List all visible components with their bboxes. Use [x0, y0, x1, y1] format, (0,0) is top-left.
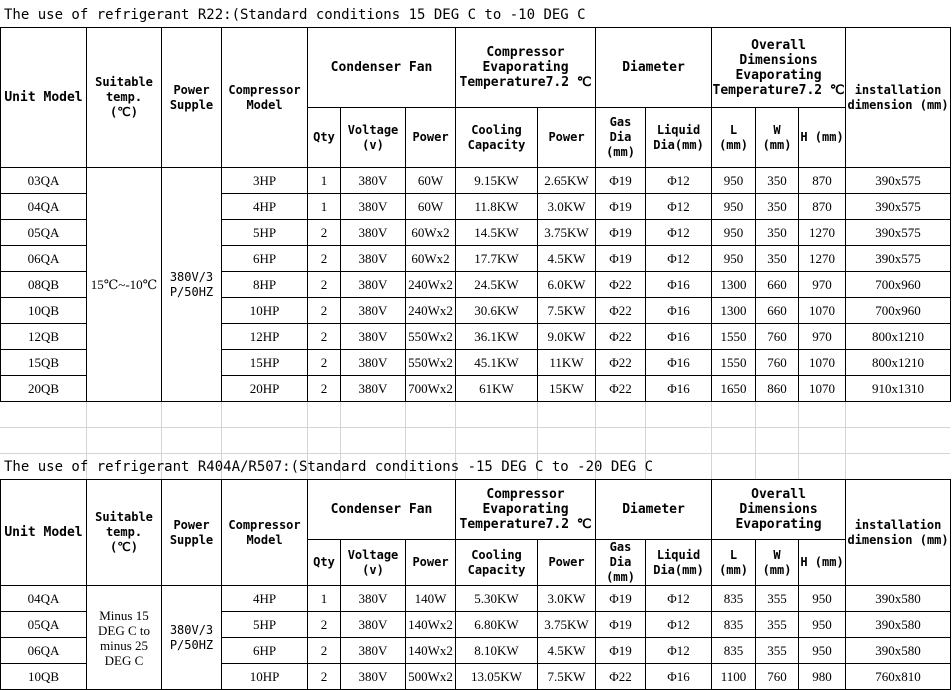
compressor-power-cell: 9.0KW: [538, 324, 596, 350]
header-power-supple: Power Supple: [162, 480, 222, 586]
compressor-power-cell: 3.75KW: [538, 220, 596, 246]
length-cell: 950: [712, 246, 756, 272]
installation-cell: 390x575: [846, 220, 951, 246]
qty-cell: 2: [308, 612, 341, 638]
length-cell: 835: [712, 612, 756, 638]
liquid-dia-cell: Φ12: [646, 220, 712, 246]
header-length: L (mm): [712, 540, 756, 586]
installation-cell: 800x1210: [846, 324, 951, 350]
header-fan-power: Power: [406, 108, 456, 168]
header-fan-power: Power: [406, 540, 456, 586]
height-cell: 1070: [799, 350, 846, 376]
length-cell: 1550: [712, 350, 756, 376]
header-gas-dia: Gas Dia (mm): [596, 540, 646, 586]
fan-power-cell: 500Wx2: [406, 664, 456, 690]
liquid-dia-cell: Φ16: [646, 324, 712, 350]
gridline: [0, 427, 950, 428]
unit-model-cell: 04QA: [1, 586, 87, 612]
header-unit-model: Unit Model: [1, 28, 87, 168]
liquid-dia-cell: Φ12: [646, 194, 712, 220]
fan-power-cell: 60W: [406, 168, 456, 194]
gas-dia-cell: Φ19: [596, 220, 646, 246]
length-cell: 1300: [712, 272, 756, 298]
header-overall-dimensions: Overall Dimensions Evaporating Temperature7.2 ℃: [712, 28, 846, 108]
width-cell: 350: [756, 246, 799, 272]
table2-title: The use of refrigerant R404A/R507:(Standard conditions -15 DEG C to -20 DEG C: [4, 459, 654, 475]
header-width: W (mm): [756, 108, 799, 168]
table1-title: The use of refrigerant R22:(Standard conditions 15 DEG C to -10 DEG C: [4, 7, 586, 23]
cooling-capacity-cell: 30.6KW: [456, 298, 538, 324]
voltage-cell: 380V: [341, 376, 406, 402]
height-cell: 1270: [799, 220, 846, 246]
fan-power-cell: 60Wx2: [406, 246, 456, 272]
width-cell: 860: [756, 376, 799, 402]
voltage-cell: 380V: [341, 586, 406, 612]
header-voltage: Voltage (v): [341, 540, 406, 586]
height-cell: 950: [799, 612, 846, 638]
r22-spec-table: [0, 27, 951, 402]
header-compressor-power: Power: [538, 540, 596, 586]
gridline: [845, 402, 846, 479]
liquid-dia-cell: Φ12: [646, 246, 712, 272]
installation-cell: 700x960: [846, 298, 951, 324]
fan-power-cell: 60W: [406, 194, 456, 220]
compressor-power-cell: 15KW: [538, 376, 596, 402]
table-row: [1, 168, 951, 194]
liquid-dia-cell: Φ16: [646, 298, 712, 324]
height-cell: 950: [799, 638, 846, 664]
liquid-dia-cell: Φ16: [646, 350, 712, 376]
voltage-cell: 380V: [341, 324, 406, 350]
length-cell: 835: [712, 586, 756, 612]
installation-cell: 910x1310: [846, 376, 951, 402]
header-compressor-power: Power: [538, 108, 596, 168]
compressor-model-cell: 10HP: [222, 298, 308, 324]
qty-cell: 2: [308, 376, 341, 402]
length-cell: 1550: [712, 324, 756, 350]
liquid-dia-cell: Φ16: [646, 376, 712, 402]
compressor-power-cell: 3.0KW: [538, 586, 596, 612]
height-cell: 970: [799, 324, 846, 350]
gas-dia-cell: Φ19: [596, 638, 646, 664]
cooling-capacity-cell: 45.1KW: [456, 350, 538, 376]
height-cell: 870: [799, 168, 846, 194]
unit-model-cell: 06QA: [1, 246, 87, 272]
cooling-capacity-cell: 36.1KW: [456, 324, 538, 350]
voltage-cell: 380V: [341, 350, 406, 376]
header-height: H (mm): [799, 540, 846, 586]
width-cell: 350: [756, 168, 799, 194]
unit-model-cell: 10QB: [1, 298, 87, 324]
header-condenser-fan: Condenser Fan: [308, 28, 456, 108]
header-gas-dia: Gas Dia (mm): [596, 108, 646, 168]
unit-model-cell: 04QA: [1, 194, 87, 220]
gridline: [711, 402, 712, 479]
cooling-capacity-cell: 24.5KW: [456, 272, 538, 298]
liquid-dia-cell: Φ12: [646, 168, 712, 194]
compressor-power-cell: 4.5KW: [538, 638, 596, 664]
header-installation: installation dimension (mm): [846, 28, 951, 168]
unit-model-cell: 06QA: [1, 638, 87, 664]
header-unit-model: Unit Model: [1, 480, 87, 586]
header-suitable-temp: Suitable temp. (℃): [87, 480, 162, 586]
compressor-model-cell: 12HP: [222, 324, 308, 350]
voltage-cell: 380V: [341, 194, 406, 220]
cooling-capacity-cell: 9.15KW: [456, 168, 538, 194]
qty-cell: 2: [308, 350, 341, 376]
length-cell: 950: [712, 194, 756, 220]
header-suitable-temp: Suitable temp. (℃): [87, 28, 162, 168]
fan-power-cell: 240Wx2: [406, 272, 456, 298]
gas-dia-cell: Φ22: [596, 376, 646, 402]
header-voltage: Voltage (v): [341, 108, 406, 168]
unit-model-cell: 10QB: [1, 664, 87, 690]
compressor-model-cell: 15HP: [222, 350, 308, 376]
installation-cell: 390x580: [846, 638, 951, 664]
unit-model-cell: 05QA: [1, 220, 87, 246]
header-cooling-capacity: Cooling Capacity: [456, 540, 538, 586]
gas-dia-cell: Φ19: [596, 168, 646, 194]
gas-dia-cell: Φ22: [596, 664, 646, 690]
qty-cell: 2: [308, 638, 341, 664]
qty-cell: 2: [308, 664, 341, 690]
installation-cell: 700x960: [846, 272, 951, 298]
installation-cell: 760x810: [846, 664, 951, 690]
header-power-supple: Power Supple: [162, 28, 222, 168]
power-supple-cell: 380V/3 P/50HZ: [162, 586, 222, 690]
compressor-model-cell: 10HP: [222, 664, 308, 690]
compressor-model-cell: 8HP: [222, 272, 308, 298]
header-liquid-dia: Liquid Dia(mm): [646, 540, 712, 586]
voltage-cell: 380V: [341, 638, 406, 664]
unit-model-cell: 15QB: [1, 350, 87, 376]
liquid-dia-cell: Φ16: [646, 664, 712, 690]
height-cell: 980: [799, 664, 846, 690]
cooling-capacity-cell: 11.8KW: [456, 194, 538, 220]
cooling-capacity-cell: 5.30KW: [456, 586, 538, 612]
height-cell: 950: [799, 586, 846, 612]
width-cell: 760: [756, 350, 799, 376]
header-width: W (mm): [756, 540, 799, 586]
cooling-capacity-cell: 8.10KW: [456, 638, 538, 664]
header-cooling-capacity: Cooling Capacity: [456, 108, 538, 168]
fan-power-cell: 140W: [406, 586, 456, 612]
header-qty: Qty: [308, 540, 341, 586]
length-cell: 1300: [712, 298, 756, 324]
qty-cell: 1: [308, 194, 341, 220]
compressor-power-cell: 6.0KW: [538, 272, 596, 298]
qty-cell: 2: [308, 246, 341, 272]
cooling-capacity-cell: 61KW: [456, 376, 538, 402]
gridline: [798, 402, 799, 479]
gas-dia-cell: Φ22: [596, 298, 646, 324]
cooling-capacity-cell: 6.80KW: [456, 612, 538, 638]
header-liquid-dia: Liquid Dia(mm): [646, 108, 712, 168]
fan-power-cell: 550Wx2: [406, 350, 456, 376]
width-cell: 660: [756, 298, 799, 324]
compressor-model-cell: 6HP: [222, 246, 308, 272]
length-cell: 1650: [712, 376, 756, 402]
installation-cell: 390x575: [846, 194, 951, 220]
height-cell: 870: [799, 194, 846, 220]
installation-cell: 390x580: [846, 612, 951, 638]
width-cell: 760: [756, 324, 799, 350]
gridline: [755, 402, 756, 479]
compressor-model-cell: 3HP: [222, 168, 308, 194]
compressor-model-cell: 4HP: [222, 586, 308, 612]
compressor-power-cell: 3.75KW: [538, 612, 596, 638]
length-cell: 835: [712, 638, 756, 664]
fan-power-cell: 240Wx2: [406, 298, 456, 324]
header-height: H (mm): [799, 108, 846, 168]
fan-power-cell: 60Wx2: [406, 220, 456, 246]
header-installation: installation dimension (mm): [846, 480, 951, 586]
unit-model-cell: 03QA: [1, 168, 87, 194]
fan-power-cell: 140Wx2: [406, 612, 456, 638]
unit-model-cell: 20QB: [1, 376, 87, 402]
compressor-model-cell: 20HP: [222, 376, 308, 402]
header-compressor-evap: Compressor Evaporating Temperature7.2 ℃: [456, 480, 596, 540]
compressor-power-cell: 7.5KW: [538, 664, 596, 690]
r404a-spec-table: [0, 479, 951, 690]
liquid-dia-cell: Φ12: [646, 586, 712, 612]
width-cell: 350: [756, 194, 799, 220]
header-qty: Qty: [308, 108, 341, 168]
gas-dia-cell: Φ19: [596, 612, 646, 638]
width-cell: 760: [756, 664, 799, 690]
compressor-power-cell: 2.65KW: [538, 168, 596, 194]
height-cell: 1270: [799, 246, 846, 272]
compressor-model-cell: 5HP: [222, 612, 308, 638]
height-cell: 1070: [799, 376, 846, 402]
voltage-cell: 380V: [341, 220, 406, 246]
cooling-capacity-cell: 17.7KW: [456, 246, 538, 272]
gas-dia-cell: Φ22: [596, 350, 646, 376]
qty-cell: 2: [308, 298, 341, 324]
length-cell: 1100: [712, 664, 756, 690]
liquid-dia-cell: Φ12: [646, 612, 712, 638]
width-cell: 660: [756, 272, 799, 298]
header-condenser-fan: Condenser Fan: [308, 480, 456, 540]
gas-dia-cell: Φ19: [596, 246, 646, 272]
height-cell: 1070: [799, 298, 846, 324]
compressor-model-cell: 4HP: [222, 194, 308, 220]
voltage-cell: 380V: [341, 246, 406, 272]
compressor-model-cell: 5HP: [222, 220, 308, 246]
length-cell: 950: [712, 168, 756, 194]
installation-cell: 390x575: [846, 168, 951, 194]
suitable-temp-cell: 15℃~-10℃: [87, 168, 162, 402]
voltage-cell: 380V: [341, 612, 406, 638]
fan-power-cell: 550Wx2: [406, 324, 456, 350]
voltage-cell: 380V: [341, 272, 406, 298]
gas-dia-cell: Φ19: [596, 194, 646, 220]
installation-cell: 390x580: [846, 586, 951, 612]
width-cell: 355: [756, 586, 799, 612]
qty-cell: 1: [308, 168, 341, 194]
gridline: [0, 453, 950, 454]
unit-model-cell: 12QB: [1, 324, 87, 350]
unit-model-cell: 08QB: [1, 272, 87, 298]
gas-dia-cell: Φ22: [596, 324, 646, 350]
power-supple-cell: 380V/3 P/50HZ: [162, 168, 222, 402]
compressor-power-cell: 3.0KW: [538, 194, 596, 220]
length-cell: 950: [712, 220, 756, 246]
qty-cell: 2: [308, 324, 341, 350]
installation-cell: 800x1210: [846, 350, 951, 376]
header-compressor-model: Compressor Model: [222, 480, 308, 586]
cooling-capacity-cell: 14.5KW: [456, 220, 538, 246]
installation-cell: 390x575: [846, 246, 951, 272]
table-row: [1, 586, 951, 612]
voltage-cell: 380V: [341, 298, 406, 324]
header-diameter: Diameter: [596, 480, 712, 540]
header-compressor-evap: Compressor Evaporating Temperature7.2 ℃: [456, 28, 596, 108]
liquid-dia-cell: Φ16: [646, 272, 712, 298]
compressor-power-cell: 11KW: [538, 350, 596, 376]
gas-dia-cell: Φ19: [596, 586, 646, 612]
header-diameter: Diameter: [596, 28, 712, 108]
fan-power-cell: 700Wx2: [406, 376, 456, 402]
width-cell: 355: [756, 638, 799, 664]
qty-cell: 2: [308, 272, 341, 298]
height-cell: 970: [799, 272, 846, 298]
cooling-capacity-cell: 13.05KW: [456, 664, 538, 690]
voltage-cell: 380V: [341, 168, 406, 194]
header-length: L (mm): [712, 108, 756, 168]
fan-power-cell: 140Wx2: [406, 638, 456, 664]
voltage-cell: 380V: [341, 664, 406, 690]
gas-dia-cell: Φ22: [596, 272, 646, 298]
compressor-model-cell: 6HP: [222, 638, 308, 664]
header-overall-dimensions: Overall Dimensions Evaporating: [712, 480, 846, 540]
qty-cell: 2: [308, 220, 341, 246]
width-cell: 355: [756, 612, 799, 638]
qty-cell: 1: [308, 586, 341, 612]
width-cell: 350: [756, 220, 799, 246]
unit-model-cell: 05QA: [1, 612, 87, 638]
liquid-dia-cell: Φ12: [646, 638, 712, 664]
compressor-power-cell: 7.5KW: [538, 298, 596, 324]
compressor-power-cell: 4.5KW: [538, 246, 596, 272]
suitable-temp-cell: Minus 15 DEG C to minus 25 DEG C: [87, 586, 162, 690]
header-compressor-model: Compressor Model: [222, 28, 308, 168]
